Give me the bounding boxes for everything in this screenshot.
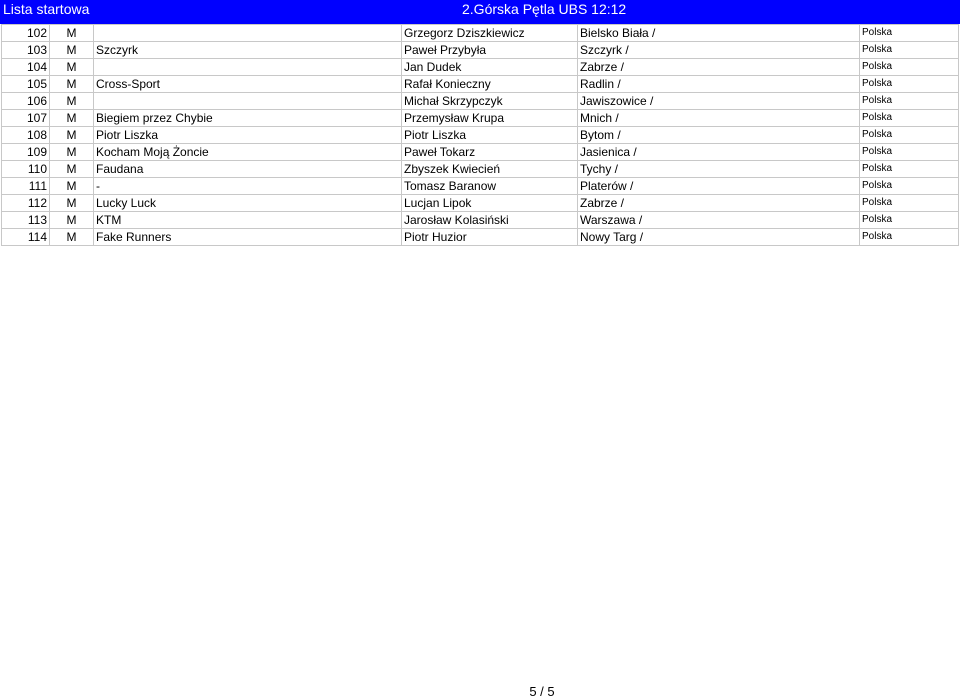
team-cell: Szczyrk: [94, 42, 402, 59]
category-cell: M: [50, 178, 94, 195]
table-row: [2, 93, 959, 110]
table-row: [2, 178, 959, 195]
start-list-body: [2, 25, 959, 246]
table-row: [2, 195, 959, 212]
city-cell: Radlin /: [578, 76, 860, 93]
runner-name-cell: Przemysław Krupa: [402, 110, 578, 127]
bib-number-cell: 114: [2, 229, 50, 246]
city-cell: Mnich /: [578, 110, 860, 127]
category-cell: M: [50, 59, 94, 76]
category-cell: M: [50, 161, 94, 178]
table-row: [2, 110, 959, 127]
bib-number-cell: 112: [2, 195, 50, 212]
team-cell: [94, 93, 402, 110]
table-row: [2, 161, 959, 178]
city-cell: Jawiszowice /: [578, 93, 860, 110]
team-cell: Lucky Luck: [94, 195, 402, 212]
bib-number-cell: 110: [2, 161, 50, 178]
bib-number-cell: 105: [2, 76, 50, 93]
team-cell: [94, 59, 402, 76]
table-row: [2, 144, 959, 161]
country-cell: Polska: [860, 229, 959, 246]
team-cell: Fake Runners: [94, 229, 402, 246]
category-cell: M: [50, 229, 94, 246]
bib-number-cell: 109: [2, 144, 50, 161]
runner-name-cell: Lucjan Lipok: [402, 195, 578, 212]
runner-name-cell: Paweł Przybyła: [402, 42, 578, 59]
country-cell: Polska: [860, 195, 959, 212]
start-list-table: [1, 24, 959, 246]
country-cell: Polska: [860, 42, 959, 59]
bib-number-cell: 113: [2, 212, 50, 229]
runner-name-cell: Jan Dudek: [402, 59, 578, 76]
country-cell: Polska: [860, 161, 959, 178]
city-cell: Jasienica /: [578, 144, 860, 161]
team-cell: KTM: [94, 212, 402, 229]
table-row: [2, 76, 959, 93]
report-title: Lista startowa: [3, 1, 90, 17]
city-cell: Warszawa /: [578, 212, 860, 229]
table-row: [2, 229, 959, 246]
runner-name-cell: Piotr Liszka: [402, 127, 578, 144]
table-row: [2, 59, 959, 76]
city-cell: Bytom /: [578, 127, 860, 144]
bib-number-cell: 111: [2, 178, 50, 195]
category-cell: M: [50, 195, 94, 212]
table-row: [2, 212, 959, 229]
bib-number-cell: 106: [2, 93, 50, 110]
city-cell: Platerów /: [578, 178, 860, 195]
team-cell: Faudana: [94, 161, 402, 178]
page-number: 5 / 5: [529, 684, 555, 699]
runner-name-cell: Piotr Huzior: [402, 229, 578, 246]
country-cell: Polska: [860, 110, 959, 127]
team-cell: Piotr Liszka: [94, 127, 402, 144]
runner-name-cell: Grzegorz Dziszkiewicz: [402, 25, 578, 42]
category-cell: M: [50, 212, 94, 229]
category-cell: M: [50, 93, 94, 110]
runner-name-cell: Rafał Konieczny: [402, 76, 578, 93]
category-cell: M: [50, 42, 94, 59]
city-cell: Szczyrk /: [578, 42, 860, 59]
team-cell: Kocham Moją Żoncie: [94, 144, 402, 161]
runner-name-cell: Zbyszek Kwiecień: [402, 161, 578, 178]
team-cell: [94, 25, 402, 42]
country-cell: Polska: [860, 212, 959, 229]
category-cell: M: [50, 76, 94, 93]
country-cell: Polska: [860, 25, 959, 42]
country-cell: Polska: [860, 93, 959, 110]
category-cell: M: [50, 110, 94, 127]
category-cell: M: [50, 127, 94, 144]
team-cell: -: [94, 178, 402, 195]
category-cell: M: [50, 144, 94, 161]
runner-name-cell: Paweł Tokarz: [402, 144, 578, 161]
runner-name-cell: Tomasz Baranow: [402, 178, 578, 195]
city-cell: Zabrze /: [578, 59, 860, 76]
city-cell: Nowy Targ /: [578, 229, 860, 246]
bib-number-cell: 104: [2, 59, 50, 76]
report-header: [0, 0, 960, 24]
city-cell: Zabrze /: [578, 195, 860, 212]
team-cell: Biegiem przez Chybie: [94, 110, 402, 127]
table-row: [2, 127, 959, 144]
country-cell: Polska: [860, 178, 959, 195]
bib-number-cell: 102: [2, 25, 50, 42]
event-title: 2.Górska Pętla UBS 12:12: [462, 1, 627, 17]
runner-name-cell: Jarosław Kolasiński: [402, 212, 578, 229]
bib-number-cell: 107: [2, 110, 50, 127]
country-cell: Polska: [860, 144, 959, 161]
table-row: [2, 25, 959, 42]
city-cell: Tychy /: [578, 161, 860, 178]
country-cell: Polska: [860, 59, 959, 76]
bib-number-cell: 103: [2, 42, 50, 59]
category-cell: M: [50, 25, 94, 42]
team-cell: Cross-Sport: [94, 76, 402, 93]
country-cell: Polska: [860, 76, 959, 93]
table-row: [2, 42, 959, 59]
runner-name-cell: Michał Skrzypczyk: [402, 93, 578, 110]
country-cell: Polska: [860, 127, 959, 144]
bib-number-cell: 108: [2, 127, 50, 144]
city-cell: Bielsko Biała /: [578, 25, 860, 42]
